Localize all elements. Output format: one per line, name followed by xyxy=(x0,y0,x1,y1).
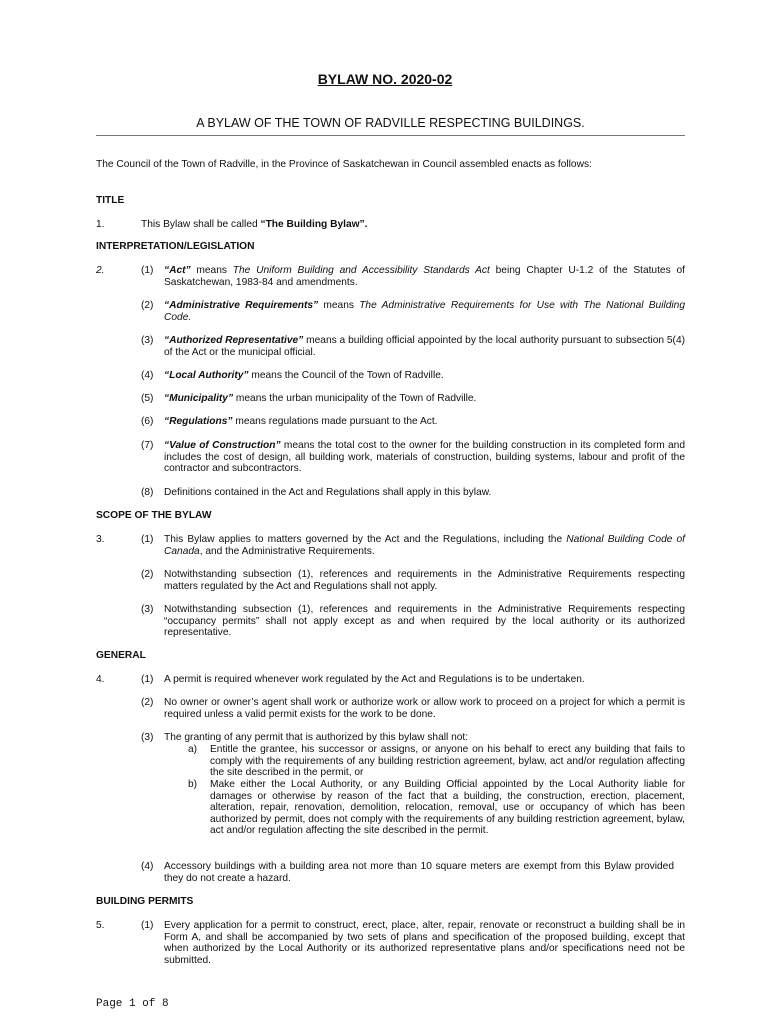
definition-text: means a building official appointed by the local authority pursuant to subsection 5(4) of the Act or the municipal official. xyxy=(164,335,685,358)
subsection-number: (2) xyxy=(141,300,154,311)
section-text xyxy=(141,219,367,231)
paragraph-letter: a) xyxy=(188,744,198,755)
paragraph-letter: b) xyxy=(188,779,198,790)
definition-text: means regulations made pursuant to the Act. xyxy=(232,416,438,427)
section-heading-title: TITLE xyxy=(96,195,125,206)
definition-regulations xyxy=(164,416,685,428)
bylaw-short-name: “The Building Bylaw”. xyxy=(260,219,368,230)
definition-text: being Chapter U-1.2 of the Statutes of Saskatchewan, 1983-84 and amendments. xyxy=(164,265,685,288)
scope-clause-1 xyxy=(164,534,685,557)
subsection-number: (3) xyxy=(141,604,154,615)
definition-italic: The Uniform Building and Accessibility Standards Act xyxy=(232,265,490,276)
general-clause-3b: Make either the Local Authority, or any Building Official appointed by the Local Authority liable for damages or otherwise by reason of the fact that a building, the construction, erection, placement, alteration, repair, renovation, demolition, relocation, removal, use or occupancy of which has been authorized by permit, does not comply with the requirements of any building restriction agreement, bylaw, act and/or regulation affecting the site described in the permit. xyxy=(210,779,685,837)
subsection-number: (1) xyxy=(141,674,154,685)
definition-text: means xyxy=(190,265,233,276)
subsection-number: (2) xyxy=(141,569,154,580)
general-clause-3: The granting of any permit that is authorized by this bylaw shall not: xyxy=(164,732,469,743)
subsection-number: (4) xyxy=(141,861,154,872)
section-number: 3. xyxy=(96,534,105,545)
clause-text: This Bylaw applies to matters governed by the Act and the Regulations, including the xyxy=(164,534,567,545)
subsection-number: (1) xyxy=(141,920,154,931)
scope-clause-3: Notwithstanding subsection (1), references and requirements in the Administrative Requirements respecting “occupancy permits” shall not apply except as and when required by the local authority or its authorized representative. xyxy=(164,604,685,639)
bylaw-title: BYLAW NO. 2020-02 xyxy=(317,71,453,87)
section-number: 5. xyxy=(96,920,105,931)
defined-term: “Regulations” xyxy=(164,416,233,427)
section-number: 1. xyxy=(96,219,105,230)
subsection-number: (2) xyxy=(141,697,154,708)
subsection-number: (1) xyxy=(141,265,154,276)
definition-italic: The Administrative Requirements for Use with The National Building Code. xyxy=(164,300,686,323)
subsection-number: (3) xyxy=(141,335,154,346)
definition-text: means the urban municipality of the Town of Radville. xyxy=(233,393,477,404)
definition-text: means the total cost to the owner for the building construction in its completed form and includes the cost of design, all building work, materials of construction, building systems, labour and profit of the contractor and subcontractors. xyxy=(164,440,685,475)
definition-general: Definitions contained in the Act and Regulations shall apply in this bylaw. xyxy=(164,487,492,498)
intro-paragraph: The Council of the Town of Radville, in the Province of Saskatchewan in Council assembled enacts as follows: xyxy=(96,159,592,170)
definition-act xyxy=(164,265,685,288)
general-clause-1: A permit is required whenever work regulated by the Act and Regulations is to be undertaken. xyxy=(164,674,585,685)
defined-term: “Authorized Representative” xyxy=(164,335,304,346)
defined-term: “Act” xyxy=(164,265,191,276)
general-clause-2: No owner or owner’s agent shall work or authorize work or allow work to proceed on a project for which a permit is required unless a valid permit exists for the work to be done. xyxy=(164,697,685,720)
defined-term: “Value of Construction” xyxy=(164,440,281,451)
subsection-number: (8) xyxy=(141,487,154,498)
section-text-part: This Bylaw shall be called xyxy=(141,219,261,230)
definition-value-of-construction xyxy=(164,440,685,475)
general-clause-3a: Entitle the grantee, his successor or assigns, or anyone on his behalf to erect any building that fails to comply with the requirements of any building restriction agreement, bylaw, act and/or regulation affecting the site described in the permit, or xyxy=(210,744,685,779)
scope-clause-2: Notwithstanding subsection (1), references and requirements in the Administrative Requirements respecting matters regulated by the Act and Regulations shall not apply. xyxy=(164,569,685,592)
definition-municipality xyxy=(164,393,685,405)
permits-clause-1: Every application for a permit to construct, erect, place, alter, repair, renovate or reconstruct a building shall be in Form A, and shall be accompanied by two sets of plans and specification of the proposed building, except that when authorized by the Local Authority or its authorized representative plans and/or specifications need not be submitted. xyxy=(164,920,685,966)
section-heading-interpretation: INTERPRETATION/LEGISLATION xyxy=(96,241,255,252)
bylaw-subtitle: A BYLAW OF THE TOWN OF RADVILLE RESPECTING BUILDINGS. xyxy=(96,118,685,136)
definition-text: means the Council of the Town of Radville. xyxy=(248,370,444,381)
defined-term: “Local Authority” xyxy=(164,370,249,381)
definition-text: means xyxy=(318,300,360,311)
defined-term: “Administrative Requirements” xyxy=(164,300,319,311)
section-number: 4. xyxy=(96,674,105,685)
section-heading-building-permits: BUILDING PERMITS xyxy=(96,896,194,907)
clause-text: , and the Administrative Requirements. xyxy=(199,545,375,557)
page-number: Page 1 of 8 xyxy=(96,998,169,1010)
subsection-number: (3) xyxy=(141,732,154,743)
definition-local-authority xyxy=(164,370,685,382)
section-heading-scope: SCOPE OF THE BYLAW xyxy=(96,510,212,521)
subsection-number: (1) xyxy=(141,534,154,545)
clause-italic: National Building Code of Canada xyxy=(164,534,685,557)
subsection-number: (5) xyxy=(141,393,154,404)
subsection-number: (4) xyxy=(141,370,154,381)
definition-authorized-rep xyxy=(164,335,685,358)
subsection-number: (6) xyxy=(141,416,154,427)
section-number: 2. xyxy=(96,265,105,276)
defined-term: “Municipality” xyxy=(164,393,234,404)
section-heading-general: GENERAL xyxy=(96,650,146,661)
general-clause-4: Accessory buildings with a building area not more than 10 square meters are exempt from this Bylaw provided they do not create a hazard. xyxy=(164,861,674,884)
subsection-number: (7) xyxy=(141,440,154,451)
definition-admin-requirements xyxy=(164,300,685,323)
